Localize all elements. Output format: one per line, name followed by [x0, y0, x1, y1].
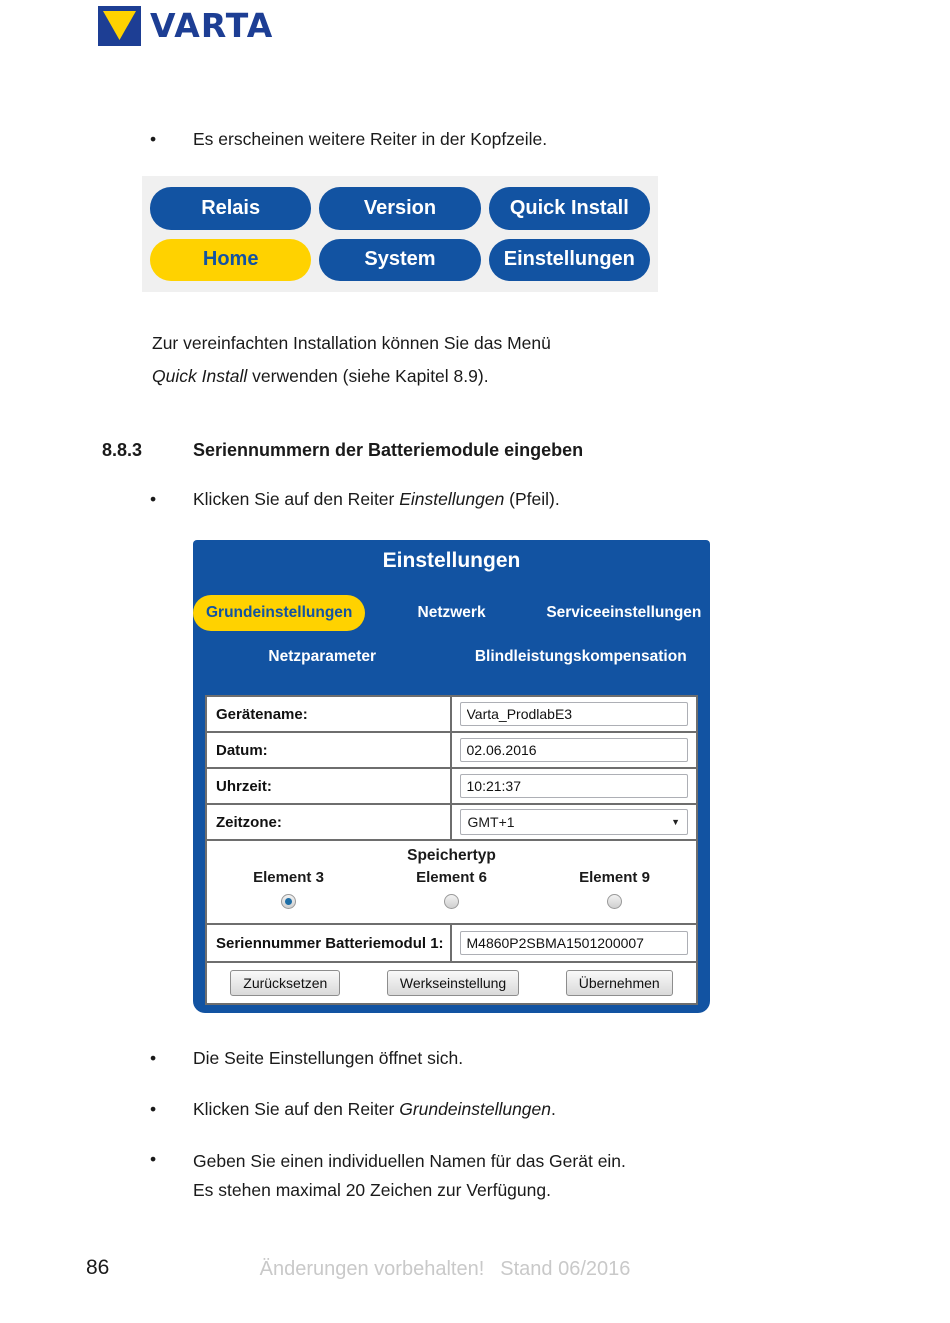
tab-relais[interactable]: Relais	[150, 187, 311, 230]
page-number: 86	[86, 1256, 110, 1279]
section-number: 8.8.3	[102, 440, 143, 460]
speichertyp-option-1	[207, 869, 370, 909]
speichertyp-radio-3[interactable]	[607, 894, 622, 909]
nav-tabs-screenshot	[142, 176, 658, 292]
settings-tab-row-2	[193, 648, 710, 666]
result-bullet-3	[193, 1147, 626, 1205]
result-bullet-3-line2: Es stehen maximal 20 Zeichen zur Verfügung.	[193, 1180, 551, 1200]
uhrzeit-input[interactable]	[460, 774, 689, 798]
tab-serviceeinstellungen[interactable]: Serviceeinstellungen	[546, 604, 702, 621]
zeitzone-select[interactable]	[460, 809, 689, 835]
form-buttons	[207, 963, 696, 1003]
geraetename-input[interactable]	[460, 702, 689, 726]
section-heading	[102, 440, 583, 461]
settings-tab-row-1	[193, 595, 710, 631]
list-item	[150, 127, 547, 151]
step1-tab-name: Einstellungen	[399, 489, 505, 509]
form-row-uhrzeit	[207, 769, 696, 805]
settings-title: Einstellungen	[382, 549, 521, 572]
bullet-icon: •	[150, 1099, 157, 1119]
element6-label: Element 6	[416, 869, 487, 886]
result-bullet-2-post: .	[551, 1099, 556, 1119]
settings-panel-screenshot	[193, 540, 710, 1013]
element9-label: Element 9	[579, 869, 650, 886]
footer-stand: Stand 06/2016	[500, 1258, 631, 1280]
tab-quick-install[interactable]: Quick Install	[489, 187, 650, 230]
result-bullet-2-pre: Klicken Sie auf den Reiter	[193, 1099, 400, 1119]
bullet-icon: •	[150, 489, 157, 509]
tab-system[interactable]: System	[319, 239, 480, 282]
varta-triangle-icon	[103, 11, 136, 40]
speichertyp-option-2	[370, 869, 533, 909]
factory-settings-button[interactable]: Werkseinstellung	[387, 970, 519, 996]
result-bullet-1: Die Seite Einstellungen öffnet sich.	[193, 1048, 464, 1068]
reset-button[interactable]: Zurücksetzen	[230, 970, 340, 996]
zeitzone-label: Zeitzone:	[207, 805, 452, 839]
speichertyp-title: Speichertyp	[407, 847, 496, 864]
install-note-menu-name: Quick Install	[152, 366, 248, 386]
form-row-seriennummer	[207, 925, 696, 963]
varta-logo-icon	[98, 6, 141, 46]
tab-grundeinstellungen[interactable]: Grundeinstellungen	[193, 595, 365, 631]
chevron-down-icon: ▼	[671, 817, 680, 827]
section-title: Seriennummern der Batteriemodule eingeben	[193, 440, 584, 460]
zeitzone-selected-value: GMT+1	[467, 814, 515, 830]
speichertyp-radio-1[interactable]	[281, 894, 296, 909]
form-row-datum	[207, 733, 696, 769]
list-item	[150, 1147, 626, 1205]
install-note	[152, 327, 732, 393]
seriennummer-input[interactable]	[460, 931, 689, 955]
datum-label: Datum:	[207, 733, 452, 767]
uhrzeit-label: Uhrzeit:	[207, 769, 452, 803]
step1-text	[193, 487, 560, 511]
form-row-geraetename	[207, 697, 696, 733]
speichertyp-radio-2[interactable]	[444, 894, 459, 909]
bullet-icon: •	[150, 1048, 157, 1068]
install-note-line1: Zur vereinfachten Installation können Sie das Menü	[152, 333, 551, 353]
varta-logo	[98, 6, 273, 46]
settings-form	[205, 695, 698, 1005]
datum-input[interactable]	[460, 738, 689, 762]
step1-pre: Klicken Sie auf den Reiter	[193, 489, 400, 509]
install-note-line2: verwenden (siehe Kapitel 8.9).	[247, 366, 489, 386]
tab-blindleistungskompensation[interactable]: Blindleistungskompensation	[474, 648, 687, 665]
tab-home[interactable]: Home	[150, 239, 311, 282]
bullet-icon: •	[150, 1149, 157, 1169]
step1-post: (Pfeil).	[504, 489, 560, 509]
list-item	[150, 1046, 463, 1070]
geraetename-label: Gerätename:	[207, 697, 452, 731]
tab-netzwerk[interactable]: Netzwerk	[417, 604, 486, 621]
apply-button[interactable]: Übernehmen	[566, 970, 673, 996]
tab-version[interactable]: Version	[319, 187, 480, 230]
speichertyp-option-3	[533, 869, 696, 909]
result-bullet-2-tab-name: Grundeinstellungen	[399, 1099, 552, 1119]
result-bullet-3-line1: Geben Sie einen individuellen Namen für das Gerät ein.	[193, 1151, 626, 1171]
list-item	[150, 1097, 556, 1121]
bullet-icon: •	[150, 129, 157, 149]
tab-einstellungen[interactable]: Einstellungen	[489, 239, 650, 282]
seriennummer-label: Seriennummer Batteriemodul 1:	[207, 925, 452, 961]
intro-bullet-text: Es erscheinen weitere Reiter in der Kopfzeile.	[193, 129, 548, 149]
result-bullet-2	[193, 1097, 556, 1121]
element3-label: Element 3	[253, 869, 324, 886]
list-item	[150, 487, 560, 511]
speichertyp-section	[207, 841, 696, 925]
tab-netzparameter[interactable]: Netzparameter	[268, 648, 377, 665]
varta-logo-text: VARTA	[150, 6, 274, 45]
footer-disclaimer: Änderungen vorbehalten!	[259, 1258, 485, 1280]
form-row-zeitzone	[207, 805, 696, 841]
footer-note	[210, 1258, 680, 1281]
